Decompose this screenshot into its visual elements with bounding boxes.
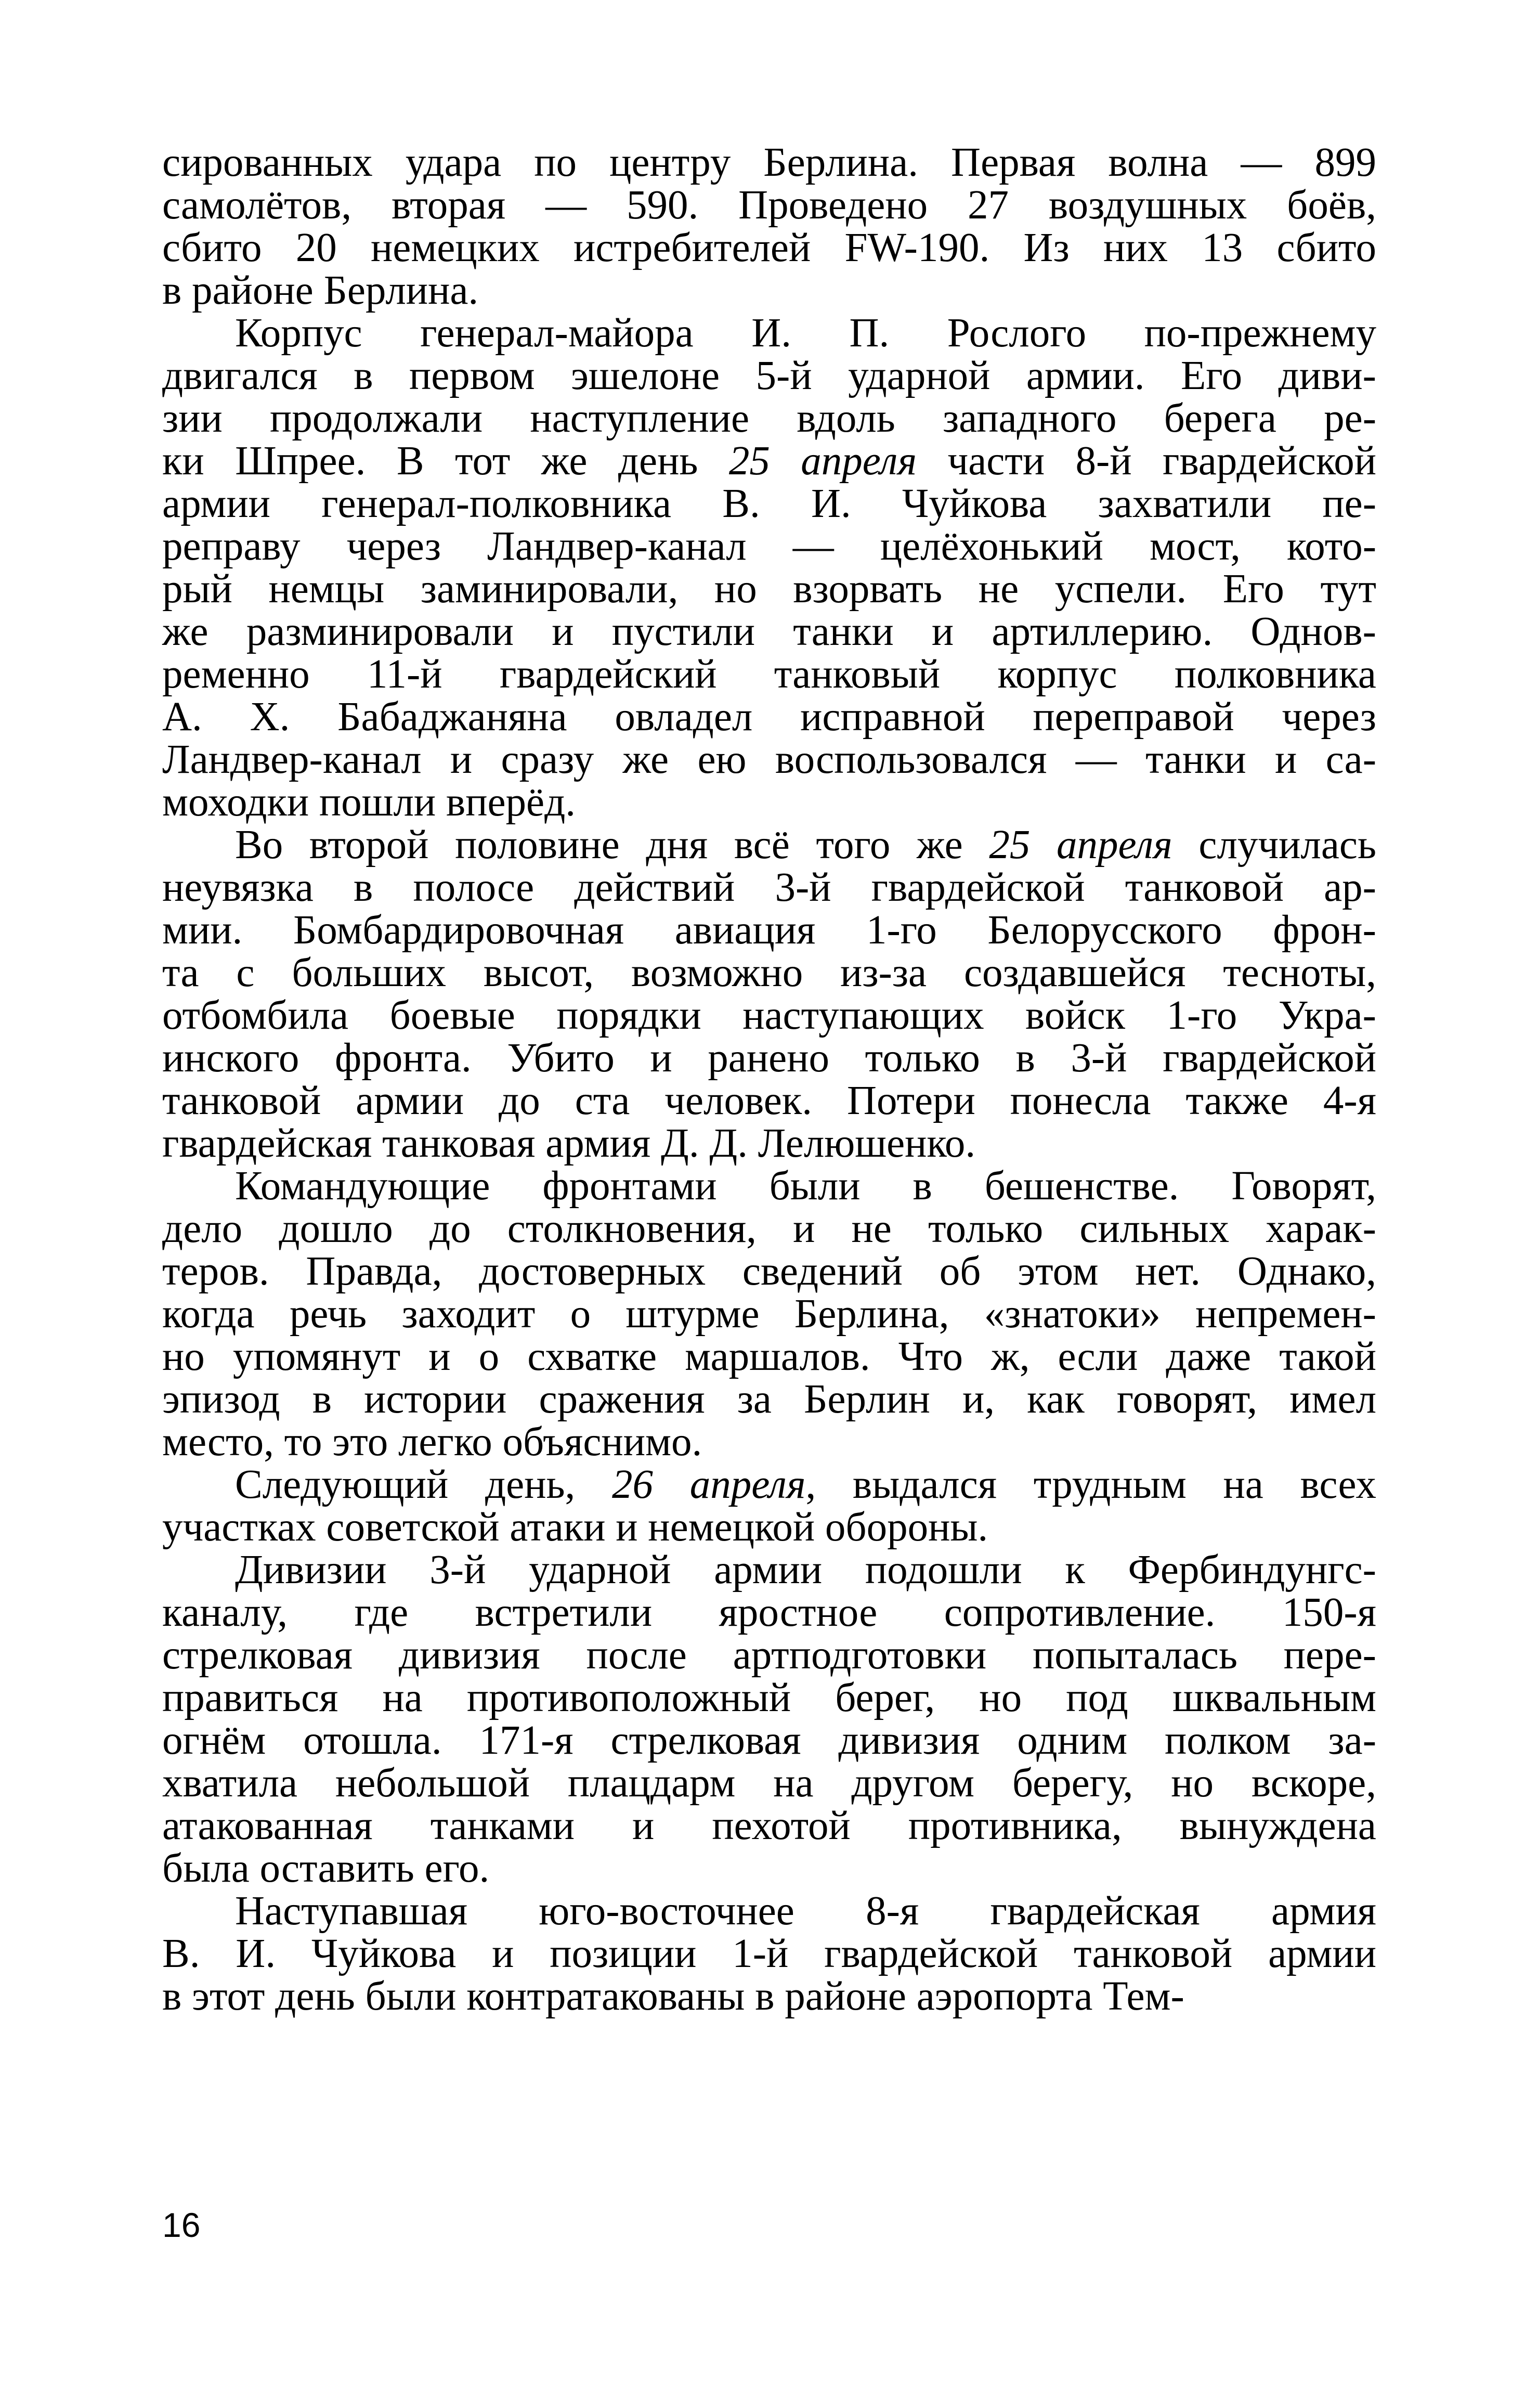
paragraph <box>162 1165 1376 1464</box>
text-line <box>162 611 1376 653</box>
page-body-text <box>162 141 1376 2018</box>
text-line <box>162 1037 1376 1080</box>
text-span: неувязка в полосе действий 3-й гвардейской танковой ар- <box>162 865 1376 910</box>
text-span: место, то это легко объяснимо. <box>162 1419 702 1465</box>
italic-date-span: 25 апреля <box>728 438 917 484</box>
text-line <box>162 1293 1376 1336</box>
paragraph <box>162 141 1376 312</box>
text-span: та с больших высот, возможно из-за создавшейся тесноты, <box>162 950 1376 995</box>
text-line <box>162 1506 1376 1549</box>
text-line <box>162 994 1376 1037</box>
text-span: Во второй половине дня всё того же <box>235 822 989 868</box>
text-span: двигался в первом эшелоне 5-й ударной армии. Его диви- <box>162 353 1376 398</box>
text-span: Командующие фронтами были в бешенстве. Говорят, <box>235 1163 1376 1209</box>
text-line <box>162 1677 1376 1719</box>
text-span: ки Шпрее. В тот же день <box>162 438 729 484</box>
text-line <box>162 739 1376 781</box>
text-line <box>162 1421 1376 1464</box>
text-line <box>162 1122 1376 1165</box>
text-line <box>162 483 1376 525</box>
page-number: 16 <box>162 2206 201 2244</box>
text-line <box>162 1975 1376 2018</box>
text-line <box>162 824 1376 866</box>
text-span: рый немцы заминировали, но взорвать не успели. Его тут <box>162 566 1376 612</box>
text-line <box>162 141 1376 184</box>
text-line <box>162 1165 1376 1208</box>
text-span: сированных удара по центру Берлина. Первая волна — 899 <box>162 140 1376 185</box>
text-line <box>162 1464 1376 1506</box>
paragraph <box>162 312 1376 824</box>
text-span: дело дошло до столкновения, и не только сильных харак- <box>162 1206 1376 1251</box>
text-line <box>162 269 1376 312</box>
text-span: реправу через Ландвер-канал — целёхонький мост, кото- <box>162 524 1376 569</box>
paragraph <box>162 1464 1376 1549</box>
text-span: хватила небольшой плацдарм на другом берегу, но вскоре, <box>162 1760 1376 1806</box>
text-line <box>162 1250 1376 1293</box>
text-span: мии. Бомбардировочная авиация 1-го Белорусского фрон- <box>162 908 1376 953</box>
text-span: А. Х. Бабаджаняна овладел исправной переправой через <box>162 694 1376 740</box>
text-line <box>162 1762 1376 1805</box>
italic-date-span: 25 апреля <box>989 822 1172 868</box>
text-line <box>162 1208 1376 1250</box>
text-span: каналу, где встретили яростное сопротивление. 150-я <box>162 1590 1376 1635</box>
paragraph <box>162 1549 1376 1890</box>
text-line <box>162 866 1376 909</box>
text-line <box>162 1378 1376 1421</box>
text-line <box>162 696 1376 739</box>
text-span: Дивизии 3-й ударной армии подошли к Фербиндунгс- <box>235 1547 1376 1593</box>
text-span: Ландвер-канал и сразу же ею воспользовался — танки и са- <box>162 737 1376 782</box>
text-span: в районе Берлина. <box>162 268 479 313</box>
text-span: эпизод в истории сражения за Берлин и, как говорят, имел <box>162 1377 1376 1422</box>
text-line <box>162 184 1376 227</box>
text-line <box>162 909 1376 952</box>
text-line <box>162 653 1376 696</box>
text-line <box>162 440 1376 483</box>
text-span: была оставить его. <box>162 1846 490 1891</box>
text-span: огнём отошла. 171-я стрелковая дивизия одним полком за- <box>162 1718 1376 1763</box>
text-span: части 8-й гвардейской <box>917 438 1376 484</box>
text-line <box>162 1805 1376 1847</box>
text-span: же разминировали и пустили танки и артиллерию. Однов- <box>162 609 1376 654</box>
text-line <box>162 1933 1376 1975</box>
text-span: сбито 20 немецких истребителей FW-190. Из них 13 сбито <box>162 225 1376 270</box>
text-line <box>162 397 1376 440</box>
text-span: Корпус генерал-майора И. П. Рослого по-прежнему <box>235 310 1376 356</box>
text-span: моходки пошли вперёд. <box>162 780 576 825</box>
text-span: ременно 11-й гвардейский танковый корпус полковника <box>162 652 1376 697</box>
text-span: атакованная танками и пехотой противника, вынуждена <box>162 1803 1376 1848</box>
text-span: теров. Правда, достоверных сведений об этом нет. Однако, <box>162 1249 1376 1294</box>
text-line <box>162 525 1376 568</box>
text-span: отбомбила боевые порядки наступающих войск 1-го Укра- <box>162 993 1376 1038</box>
text-span: зии продолжали наступление вдоль западного берега ре- <box>162 396 1376 441</box>
paragraph <box>162 824 1376 1165</box>
text-line <box>162 312 1376 355</box>
text-line <box>162 1719 1376 1762</box>
text-line <box>162 952 1376 994</box>
text-line <box>162 568 1376 611</box>
text-line <box>162 1890 1376 1933</box>
italic-date-span: 26 апреля <box>611 1462 806 1507</box>
text-line <box>162 1336 1376 1378</box>
text-line <box>162 781 1376 824</box>
text-line <box>162 1080 1376 1122</box>
text-span: Наступавшая юго-восточнее 8-я гвардейская армия <box>235 1888 1376 1934</box>
text-line <box>162 1847 1376 1890</box>
text-span: правиться на противоположный берег, но под шквальным <box>162 1675 1376 1720</box>
text-line <box>162 1634 1376 1677</box>
text-span: когда речь заходит о штурме Берлина, «знатоки» непремен- <box>162 1291 1376 1337</box>
paragraph <box>162 1890 1376 2018</box>
text-line <box>162 1549 1376 1591</box>
text-span: Следующий день, <box>235 1462 612 1507</box>
text-span: в этот день были контратакованы в районе аэропорта Тем- <box>162 1974 1184 2019</box>
text-line <box>162 355 1376 397</box>
text-span: самолётов, вторая — 590. Проведено 27 воздушных боёв, <box>162 183 1376 228</box>
text-span: стрелковая дивизия после артподготовки попыталась пере- <box>162 1633 1376 1678</box>
text-span: гвардейская танковая армия Д. Д. Лелюшенко. <box>162 1121 976 1166</box>
text-span: но упомянут и о схватке маршалов. Что ж, если даже такой <box>162 1334 1376 1379</box>
text-span: танковой армии до ста человек. Потери понесла также 4-я <box>162 1078 1376 1123</box>
text-span: В. И. Чуйкова и позиции 1-й гвардейской танковой армии <box>162 1931 1376 1976</box>
text-span: инского фронта. Убито и ранено только в 3-й гвардейской <box>162 1035 1376 1081</box>
text-span: случилась <box>1172 822 1376 868</box>
text-span: участках советской атаки и немецкой обороны. <box>162 1505 988 1550</box>
text-line <box>162 1591 1376 1634</box>
text-span: , выдался трудным на всех <box>805 1462 1376 1507</box>
text-span: армии генерал-полковника В. И. Чуйкова захватили пе- <box>162 481 1376 526</box>
text-line <box>162 227 1376 269</box>
